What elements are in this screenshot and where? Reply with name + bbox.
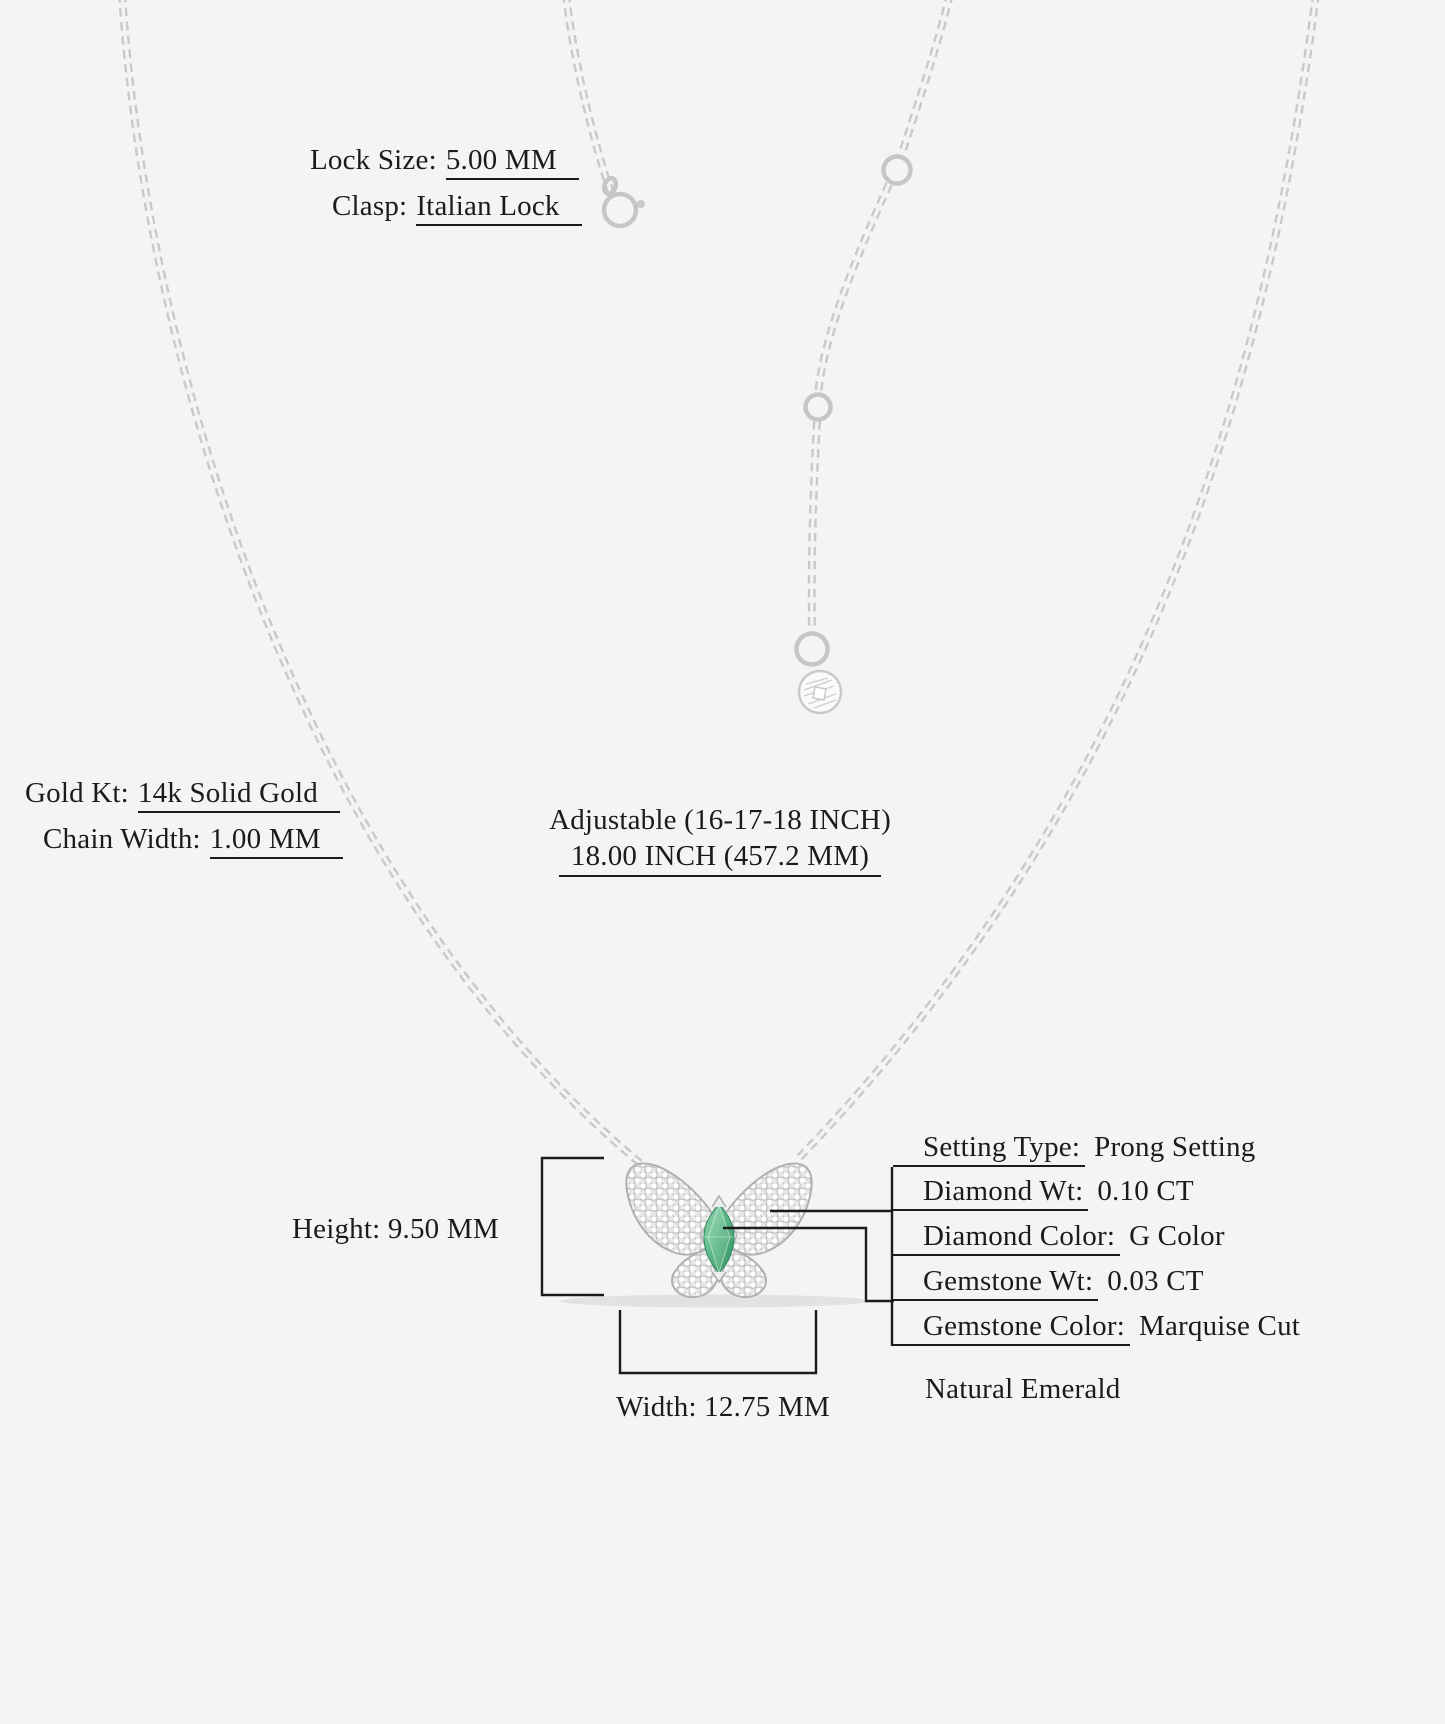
length-line2: 18.00 INCH (457.2 MM): [559, 839, 881, 877]
butterfly-pendant: [626, 1164, 811, 1298]
clasp-key: Clasp:: [332, 190, 408, 222]
width-bracket: [620, 1310, 816, 1373]
gemstone-color-key: Gemstone Color:: [893, 1310, 1130, 1346]
chain-width-key: Chain Width:: [43, 823, 201, 855]
clasp-value: Italian Lock: [416, 190, 581, 226]
height-bracket: [542, 1158, 604, 1295]
diamond-wt-key: Diamond Wt:: [893, 1175, 1088, 1211]
gemstone-wt-key: Gemstone Wt:: [893, 1265, 1098, 1301]
lock-size-value: 5.00 MM: [446, 144, 579, 180]
pendant-shadow: [560, 1295, 870, 1308]
top-prong: [712, 1196, 726, 1207]
gemstone-color-value-line2: Natural Emerald: [925, 1373, 1121, 1405]
diamond-wt-row: [893, 1174, 1194, 1208]
upper-left-wing: [626, 1164, 714, 1255]
length-label: [520, 803, 920, 877]
gold-kt-value: 14k Solid Gold: [138, 777, 340, 813]
extender-end-ring-icon: [797, 634, 828, 665]
height-label: Height: 9.50 MM: [292, 1213, 499, 1245]
gemstone-wt-value: 0.03 CT: [1107, 1265, 1204, 1297]
diamond-color-value: G Color: [1129, 1220, 1225, 1252]
gemstone-color-row: [893, 1309, 1300, 1343]
chain-width-value: 1.00 MM: [210, 823, 343, 859]
length-line1: Adjustable (16-17-18 INCH): [549, 804, 891, 836]
spring-ring-clasp-icon: [602, 177, 645, 226]
necklace-chain-right: [796, 0, 1316, 1161]
extender-chain: [812, 0, 950, 631]
gemstone-color-row-line2: [925, 1372, 1120, 1406]
chain-width-label: [43, 822, 343, 856]
clasp-label: [332, 189, 582, 223]
gold-kt-key: Gold Kt:: [25, 777, 129, 809]
diamond-color-row: [893, 1219, 1225, 1253]
brand-tag-icon: [799, 671, 841, 713]
lock-size-label: [310, 143, 579, 177]
extender-ring-top-icon: [884, 157, 911, 184]
setting-type-row: [893, 1130, 1255, 1164]
gold-kt-label: [25, 776, 340, 810]
diamond-wt-value: 0.10 CT: [1097, 1175, 1194, 1207]
diamond-color-key: Diamond Color:: [893, 1220, 1120, 1256]
width-label: Width: 12.75 MM: [616, 1391, 830, 1423]
lock-size-key: Lock Size:: [310, 144, 437, 176]
setting-type-key: Setting Type:: [893, 1131, 1085, 1167]
setting-type-value: Prong Setting: [1094, 1131, 1256, 1163]
gemstone-color-value: Marquise Cut: [1138, 1310, 1301, 1342]
extender-ring-middle-icon: [806, 395, 831, 420]
gemstone-wt-row: [893, 1264, 1204, 1298]
upper-right-wing: [724, 1164, 812, 1255]
